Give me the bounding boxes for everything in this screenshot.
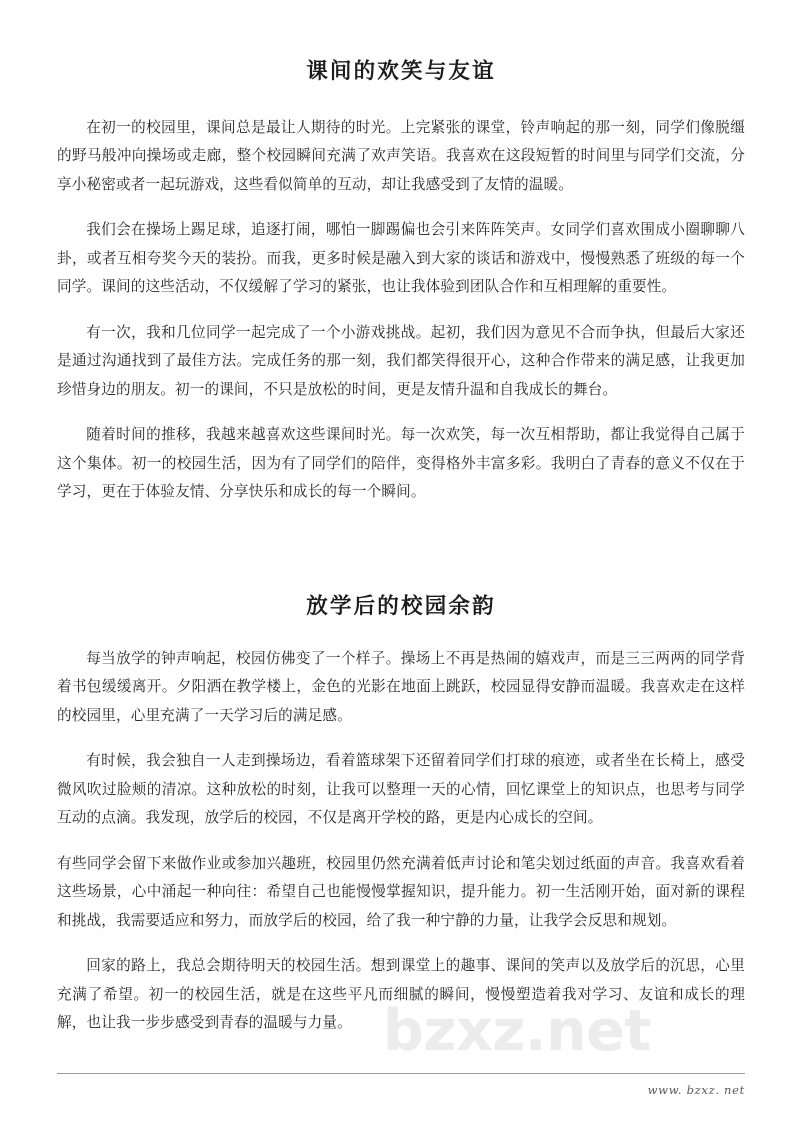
watermark: bzxz.net — [383, 998, 652, 1064]
paragraph: 有时候，我会独自一人走到操场边，看着篮球架下还留着同学们打球的痕迹，或者坐在长椅上，感受微风吹过脸颊的清凉。这种放松的时刻，让我可以整理一天的心情，回忆课堂上的知识点，也思考与同学互动的点滴。我发现，放学后的校园，不仅是离开学校的路，更是内心成长的空间。 — [57, 752, 745, 827]
paragraph: 每当放学的钟声响起，校园仿佛变了一个样子。操场上不再是热闹的嬉戏声，而是三三两两的同学背着书包缓缓离开。夕阳洒在教学楼上，金色的光影在地面上跳跃，校园显得安静而温暖。我喜欢走在这样的校园里，心里充满了一天学习后的满足感。 — [57, 649, 745, 724]
paragraph: 我们会在操场上踢足球，追逐打闹，哪怕一脚踢偏也会引来阵阵笑声。女同学们喜欢围成小圈聊聊八卦，或者互相夸奖今天的装扮。而我，更多时候是融入到大家的谈话和游戏中，慢慢熟悉了班级的每一个同学。课间的这些活动，不仅缓解了学习的紧张，也让我体验到团队合作和互相理解的重要性。 — [57, 221, 745, 296]
section-title-2: 放学后的校园余韵 — [306, 593, 496, 619]
paragraph: 随着时间的推移，我越来越喜欢这些课间时光。每一次欢笑，每一次互相帮助，都让我觉得自己属于这个集体。初一的校园生活，因为有了同学们的陪伴，变得格外丰富多彩。我明白了青春的意义不仅在于学习，更在于体验友情、分享快乐和成长的每一个瞬间。 — [57, 426, 745, 501]
paragraph: 有些同学会留下来做作业或参加兴趣班，校园里仍然充满着低声讨论和笔尖划过纸面的声音。我喜欢看着这些场景，心中涌起一种向往：希望自己也能慢慢掌握知识，提升能力。初一生活刚开始，面对新的课程和挑战，我需要适应和努力，而放学后的校园，给了我一种宁静的力量，让我学会反思和规划。 — [57, 854, 745, 929]
document-body — [57, 0, 745, 1038]
paragraph: 有一次，我和几位同学一起完成了一个小游戏挑战。起初，我们因为意见不合而争执，但最后大家还是通过沟通找到了最佳方法。完成任务的那一刻，我们都笑得很开心，这种合作带来的满足感，让我更加珍惜身边的朋友。初一的课间，不只是放松的时间，更是友情升温和自我成长的舞台。 — [57, 323, 745, 398]
section-title-1: 课间的欢笑与友谊 — [306, 59, 496, 84]
section-after-school — [57, 507, 745, 1038]
footer-url: www. bzxz. net — [647, 1083, 745, 1097]
paragraph: 在初一的校园里，课间总是最让人期待的时光。上完紧张的课堂，铃声响起的那一刻，同学们像脱缰的野马般冲向操场或走廊，整个校园瞬间充满了欢声笑语。我喜欢在这段短暂的时间里与同学们交流，分享小秘密或者一起玩游戏，这些看似简单的互动，却让我感受到了友情的温暖。 — [57, 118, 745, 193]
section-course-break — [57, 0, 745, 507]
paragraph: 回家的路上，我总会期待明天的校园生活。想到课堂上的趣事、课间的笑声以及放学后的沉思，心里充满了希望。初一的校园生活，就是在这些平凡而细腻的瞬间，慢慢塑造着我对学习、友谊和成长的理解，也让我一步步感受到青春的温暖与力量。 — [57, 957, 745, 1032]
page-footer — [57, 1073, 745, 1097]
